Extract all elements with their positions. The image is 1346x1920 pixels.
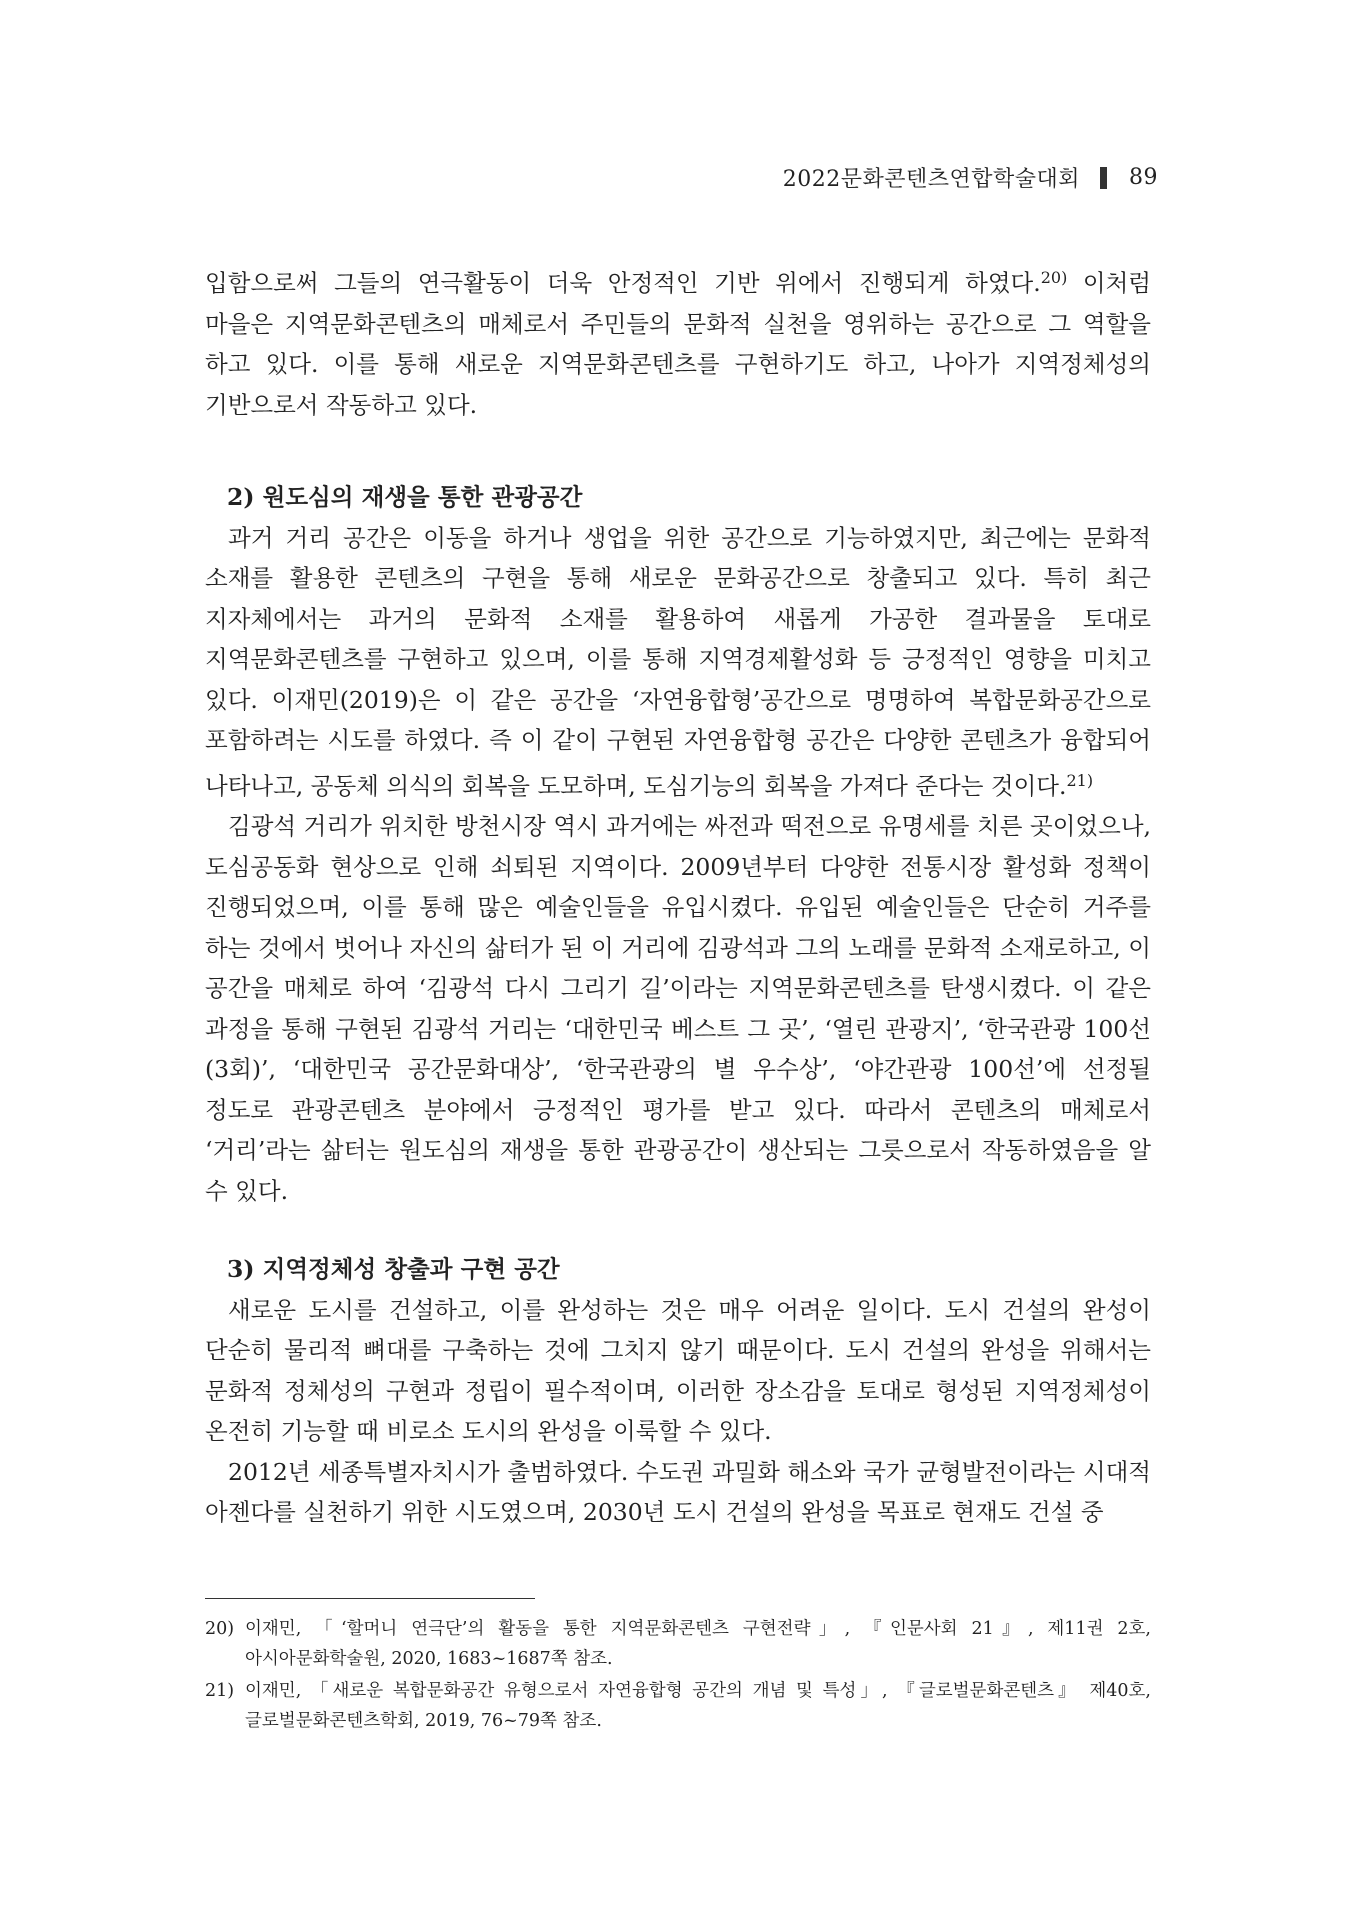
section-heading-3: 3) 지역정체성 창출과 구현 공간	[227, 1255, 560, 1283]
footnote-divider	[205, 1598, 535, 1599]
header-separator	[1100, 167, 1107, 189]
running-header	[783, 162, 1158, 193]
paragraph-4: 새로운 도시를 건설하고, 이를 완성하는 것은 매우 어려운 일이다. 도시 건설의 완성이 단순히 물리적 뼈대를 구축하는 것에 그치지 않기 때문이다. 도시 건설의 완성을 위해서는 문화적 정체성의 구현과 정립이 필수적이며, 이러한 장소감을 토대로 형성된 지역정체성이 온전히 기능할 때 비로소 도시의 완성을 이룩할 수 있다.	[205, 1295, 1151, 1445]
paragraph-5: 2012년 세종특별자치시가 출범하였다. 수도권 과밀화 해소와 국가 균형발전이라는 시대적 아젠다를 실천하기 위한 시도였으며, 2030년 도시 건설의 완성을 목표로 현재도 건설 중	[205, 1457, 1151, 1526]
footnote-20: 20) 이재민, 「‘할머니 연극단’의 활동을 통한 지역문화콘텐츠 구현전략」, 『인문사회 21』, 제11권 2호, 아시아문화학술원, 2020, 1683~1687쪽 참조.	[205, 1619, 1151, 1669]
header-title: 2022문화콘텐츠연합학술대회	[782, 167, 1080, 192]
body-text	[205, 258, 1151, 1533]
paragraph-3: 김광석 거리가 위치한 방천시장 역시 과거에는 싸전과 떡전으로 유명세를 치른 곳이었으나, 도심공동화 현상으로 인해 쇠퇴된 지역이다. 2009년부터 다양한 전통시장 활성화 정책이 진행되었으며, 이를 통해 많은 예술인들을 유입시켰다. 유입된 예술인들은 단순히 거주를 하는 것에서 벗어나 자신의 삶터가 된 이 거리에 김광석과 그의 노래를 문화적 소재로하고, 이 공간을 매체로 하여 ‘김광석 다시 그리기 길’이라는 지역문화콘텐츠를 탄생시켰다. 이 같은 과정을 통해 구현된 김광석 거리는 ‘대한민국 베스트 그 곳’, ‘열린 관광지’, ‘한국관광 100선(3회)’, ‘대한민국 공간문화대상’, ‘한국관광의 별 우수상’, ‘야간관광 100선’에 선정될 정도로 관광콘텐츠 분야에서 긍정적인 평가를 받고 있다. 따라서 콘텐츠의 매체로서 ‘거리’라는 삶터는 원도심의 재생을 통한 관광공간이 생산되는 그릇으로서 작동하였음을 알 수 있다.	[205, 812, 1152, 1205]
footnote-ref-20: 20)	[1040, 268, 1068, 287]
paragraph-2: 과거 거리 공간은 이동을 하거나 생업을 위한 공간으로 기능하였지만, 최근에는 문화적 소재를 활용한 콘텐츠의 구현을 통해 새로운 문화공간으로 창출되고 있다. 특히 최근 지자체에서는 과거의 문화적 소재를 활용하여 새롭게 가공한 결과물을 토대로 지역문화콘텐츠를 구현하고 있으며, 이를 통해 지역경제활성화 등 긍정적인 영향을 미치고 있다. 이재민(2019)은 이 같은 공간을 ‘자연융합형’공간으로 명명하여 복합문화공간으로 포함하려는 시도를 하였다. 즉 이 같이 구현된 자연융합형 공간은 다양한 콘텐츠가 융합되어 나타나고, 공동체 의식의 회복을 도모하며, 도심기능의 회복을 가져다 준다는 것이다.$^{21)}$	[205, 523, 1151, 800]
paragraph-1: 입함으로써 그들의 연극활동이 더욱 안정적인 기반 위에서 진행되게 하였다.$^{20)}$ 이처럼 마을은 지역문화콘텐츠의 매체로서 주민들의 문화적 실천을 영위하는 공간으로 그 역할을 하고 있다. 이를 통해 새로운 지역문화콘텐츠를 구현하기도 하고, 나아가 지역정체성의 기반으로서 작동하고 있다.	[205, 268, 1151, 419]
footnote-21: 21) 이재민, 「새로운 복합문화공간 유형으로서 자연융합형 공간의 개념 및 특성」, 『글로벌문화콘텐츠』 제40호, 글로벌문화콘텐츠학회, 2019, 76~79쪽 참조.	[205, 1681, 1151, 1731]
footnotes	[205, 1614, 1151, 1738]
section-heading-2: 2) 원도심의 재생을 통한 관광공간	[227, 483, 583, 511]
footnote-ref-21: 21)	[1066, 770, 1094, 790]
page-number: 89	[1129, 165, 1158, 190]
